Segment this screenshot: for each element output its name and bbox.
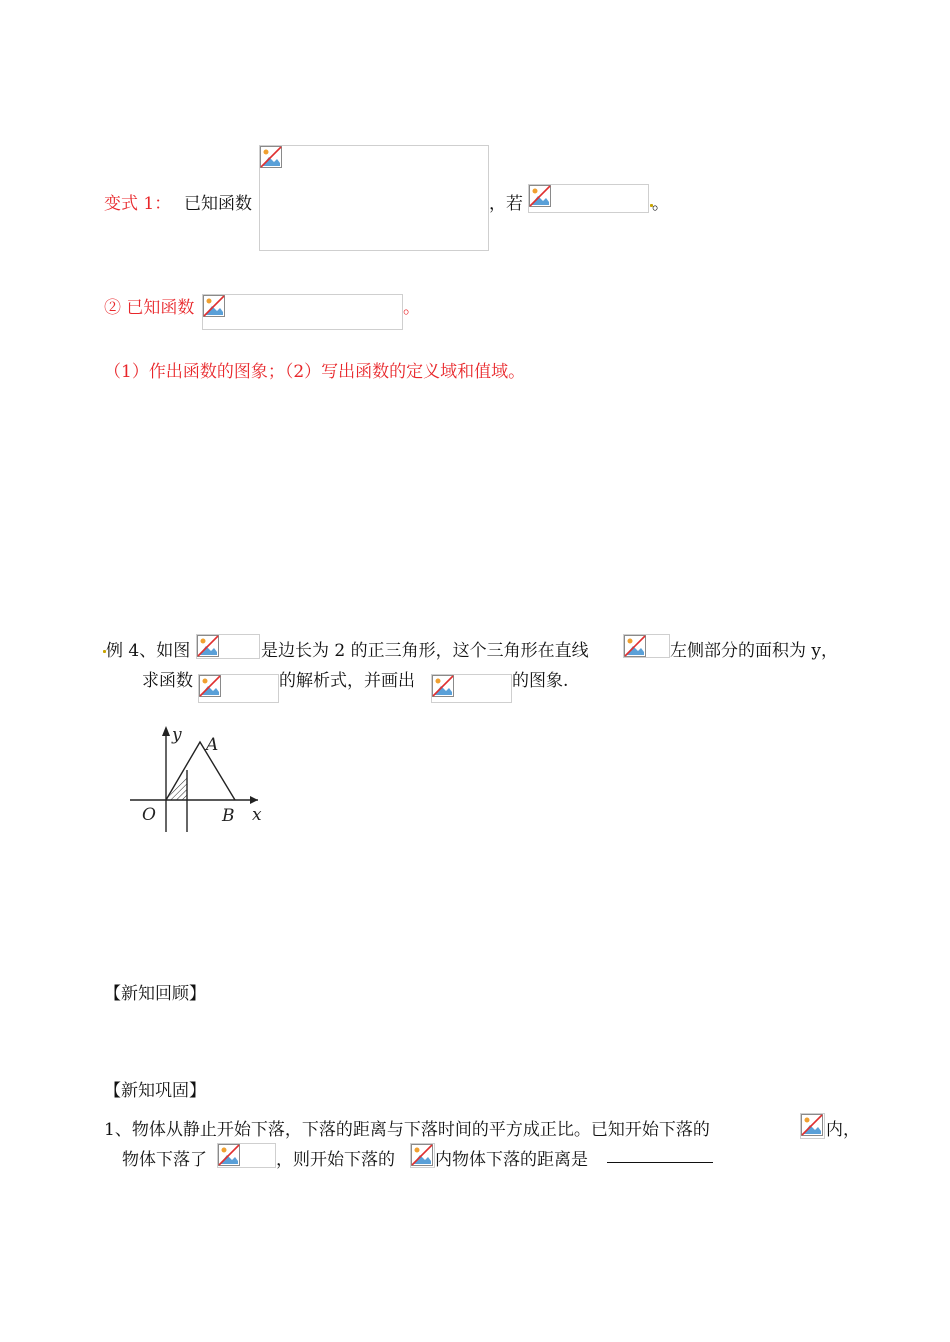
review-heading: 【新知回顾】	[104, 984, 206, 1004]
function-notation-image	[198, 674, 279, 703]
time-interval-image-2	[410, 1143, 435, 1168]
triangle-figure	[100, 712, 280, 847]
x-axis-arrow	[250, 796, 258, 804]
function-formula-image	[259, 145, 489, 251]
example4-line2-a: 求函数	[142, 671, 193, 691]
broken-image-icon	[432, 675, 454, 697]
time-interval-image	[800, 1113, 825, 1139]
variant1-label: 变式 1：	[104, 194, 172, 214]
broken-image-icon	[260, 146, 282, 168]
exercise1-line2-a: 物体下落了	[122, 1150, 207, 1170]
broken-image-icon	[197, 635, 219, 657]
shaded-region	[166, 774, 187, 800]
exercise1-line1-b: 内，	[826, 1120, 860, 1140]
exercise1-line2-b: ，则开始下落的	[276, 1150, 395, 1170]
distance-value-image	[217, 1143, 276, 1168]
broken-image-icon	[199, 675, 221, 697]
y-axis-arrow	[162, 726, 170, 736]
broken-image-icon	[801, 1114, 823, 1136]
example4-line2-b: 的解析式，并画出	[279, 671, 415, 691]
broken-image-icon	[218, 1144, 240, 1166]
answer-blank[interactable]	[607, 1146, 713, 1163]
broken-image-icon	[529, 185, 551, 207]
function-notation-image-2	[431, 674, 512, 703]
variant1-text-b: ，若	[489, 194, 523, 214]
vertex-a-label: A	[206, 735, 219, 755]
exercise1-line1-a: 1、物体从静止开始下落，下落的距离与下落时间的平方成正比。已知开始下落的	[104, 1120, 710, 1140]
variant1-text-c: 。	[652, 194, 669, 214]
exercise1-line2-c: 内物体下落的距离是	[435, 1150, 588, 1170]
triangle-name-image	[196, 634, 260, 659]
variant1-text-a: 已知函数	[184, 194, 252, 214]
broken-image-icon	[411, 1144, 433, 1166]
consolidate-heading: 【新知巩固】	[104, 1081, 206, 1101]
example4-line2-c: 的图象.	[512, 671, 569, 691]
condition-formula-image	[528, 184, 649, 213]
example4-line1-a: 例 4、如图	[106, 641, 191, 661]
broken-image-icon	[203, 295, 225, 317]
q2-function-image	[202, 294, 403, 330]
q2-tasks: （1）作出函数的图象；（2）写出函数的定义域和值域。	[104, 362, 526, 382]
line-equation-image	[623, 634, 670, 658]
x-axis-label: x	[252, 805, 262, 825]
example4-line1-c: 左侧部分的面积为 y，	[670, 641, 839, 661]
origin-label: O	[142, 805, 156, 825]
vertex-b-label: B	[222, 806, 235, 826]
q2-text-a: ② 已知函数	[104, 298, 195, 318]
q2-text-b: 。	[403, 298, 420, 318]
y-axis-label: y	[172, 725, 182, 745]
example4-line1-b: 是边长为 2 的正三角形，这个三角形在直线	[261, 641, 589, 661]
broken-image-icon	[624, 635, 646, 657]
